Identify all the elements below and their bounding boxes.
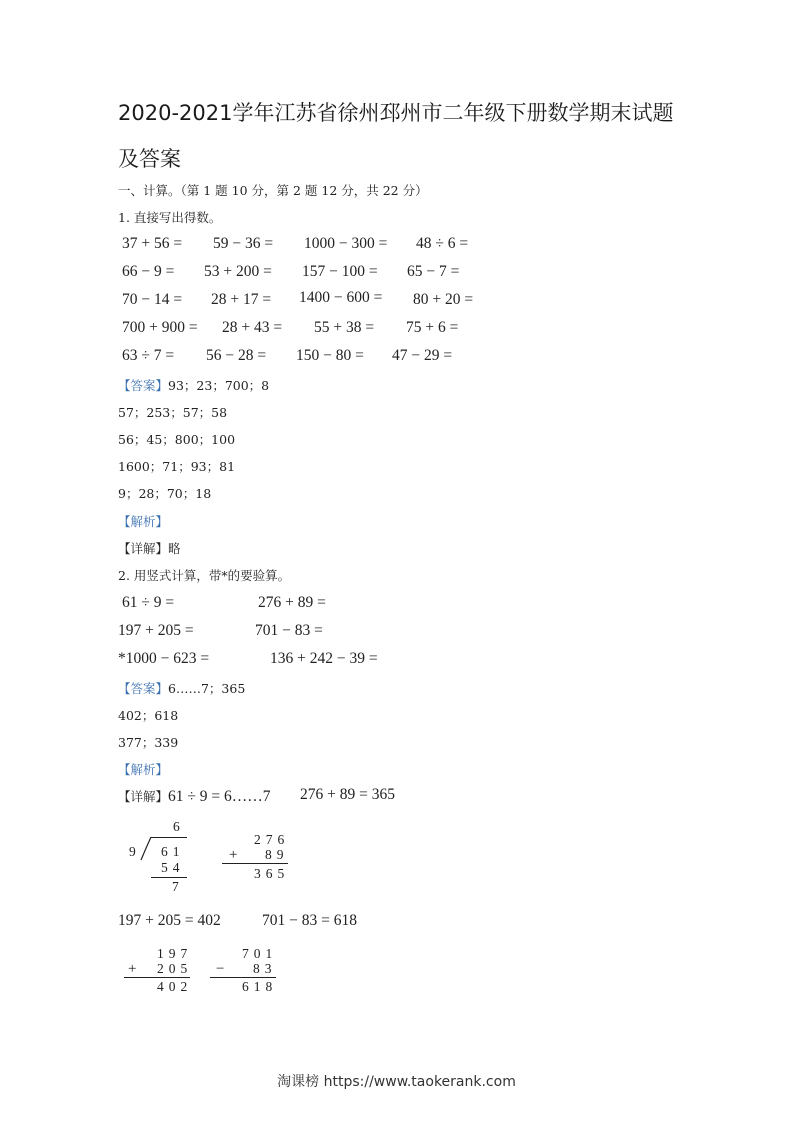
q1-item: 65 − 7 = bbox=[407, 263, 460, 280]
q1-item: 59 − 36 = bbox=[213, 235, 274, 252]
minus-sign: − bbox=[216, 961, 230, 977]
q1-item: 55 + 38 = bbox=[314, 319, 375, 336]
addend-bottom: 89 bbox=[265, 847, 289, 862]
question-1-label: 1. 直接写出得数。 bbox=[118, 210, 222, 225]
detail-equation: 197 + 205 = 402 bbox=[118, 912, 221, 929]
detail-tag: 【详解】 bbox=[118, 789, 169, 804]
q2-item: 61 ÷ 9 = bbox=[122, 594, 175, 611]
q1-item: 28 + 17 = bbox=[211, 291, 272, 308]
division-line bbox=[151, 877, 187, 878]
q1-item: 150 − 80 = bbox=[296, 347, 364, 364]
answer-text: 9；28；70；18 bbox=[118, 486, 212, 501]
division-product: 54 bbox=[161, 860, 185, 875]
q2-item: 701 − 83 = bbox=[255, 622, 323, 639]
answer-tag: 【答案】 bbox=[118, 681, 169, 696]
minuend: 701 bbox=[242, 946, 278, 961]
answer-text: 56；45；800；100 bbox=[118, 432, 236, 447]
q2-item: 276 + 89 = bbox=[258, 594, 326, 611]
answer-text: 57；253；57；58 bbox=[118, 405, 228, 420]
q1-item: 28 + 43 = bbox=[222, 319, 283, 336]
analysis-tag: 【解析】 bbox=[118, 762, 169, 777]
analysis-tag: 【解析】 bbox=[118, 514, 169, 529]
footer-watermark: 淘课榜 https://www.taokerank.com bbox=[277, 1074, 516, 1090]
answer-tag: 【答案】 bbox=[118, 378, 169, 393]
q1-item: 53 + 200 = bbox=[204, 263, 272, 280]
division-remainder: 7 bbox=[172, 879, 184, 894]
addend-top: 197 bbox=[157, 946, 193, 961]
q1-item: 1400 − 600 = bbox=[299, 289, 383, 306]
q1-item: 70 − 14 = bbox=[122, 291, 183, 308]
q1-item: 63 ÷ 7 = bbox=[122, 347, 175, 364]
q1-item: 48 ÷ 6 = bbox=[416, 235, 469, 252]
q1-item: 66 − 9 = bbox=[122, 263, 175, 280]
answer-text: 377；339 bbox=[118, 735, 179, 750]
q1-item: 75 + 6 = bbox=[406, 319, 459, 336]
q1-item: 37 + 56 = bbox=[122, 235, 183, 252]
division-dividend: 61 bbox=[161, 844, 185, 859]
plus-sign: + bbox=[128, 961, 142, 977]
q2-answer-line bbox=[118, 678, 245, 697]
difference-line bbox=[210, 977, 276, 978]
difference-result: 618 bbox=[242, 979, 278, 994]
division-divisor: 9 bbox=[129, 844, 141, 859]
q1-answer-line bbox=[118, 375, 269, 394]
division-quotient: 6 bbox=[173, 819, 185, 834]
addend-bottom: 205 bbox=[157, 961, 193, 976]
q2-item: 136 + 242 − 39 = bbox=[270, 650, 378, 667]
addend-top: 276 bbox=[254, 832, 290, 847]
answer-text: 402；618 bbox=[118, 708, 179, 723]
plus-sign: + bbox=[229, 847, 243, 863]
answer-text: 93；23；700；8 bbox=[168, 378, 270, 393]
section-heading: 一、计算。（第 1 题 10 分，第 2 题 12 分，共 22 分） bbox=[118, 183, 428, 198]
subtrahend: 83 bbox=[253, 961, 277, 976]
document-title-line2: 及答案 bbox=[118, 147, 181, 171]
detail-equation: 276 + 89 = 365 bbox=[300, 786, 395, 803]
detail-tag: 【详解】 bbox=[118, 541, 169, 556]
detail-equation: 701 − 83 = 618 bbox=[262, 912, 357, 929]
q2-detail-line bbox=[118, 786, 271, 806]
detail-equation: 61 ÷ 9 = 6……7 bbox=[168, 788, 271, 805]
q1-item: 56 − 28 = bbox=[206, 347, 267, 364]
q1-item: 47 − 29 = bbox=[392, 347, 453, 364]
sum-result: 402 bbox=[157, 979, 193, 994]
q1-item: 157 − 100 = bbox=[302, 263, 378, 280]
q1-item: 80 + 20 = bbox=[413, 291, 474, 308]
sum-line bbox=[124, 977, 190, 978]
answer-text: 1600；71；93；81 bbox=[118, 459, 236, 474]
question-2-label: 2. 用竖式计算，带*的要验算。 bbox=[118, 568, 291, 583]
document-title-line1: 2020-2021学年江苏省徐州邳州市二年级下册数学期末试题 bbox=[118, 101, 674, 125]
detail-line bbox=[118, 539, 181, 557]
q2-item: *1000 − 623 = bbox=[118, 650, 210, 667]
q2-item: 197 + 205 = bbox=[118, 622, 194, 639]
detail-text: 略 bbox=[168, 541, 181, 556]
answer-text: 6……7；365 bbox=[168, 681, 246, 696]
q1-item: 700 + 900 = bbox=[122, 319, 198, 336]
division-bar bbox=[151, 837, 187, 838]
sum-result: 365 bbox=[254, 866, 290, 881]
sum-line bbox=[222, 863, 288, 864]
q1-item: 1000 − 300 = bbox=[304, 235, 388, 252]
